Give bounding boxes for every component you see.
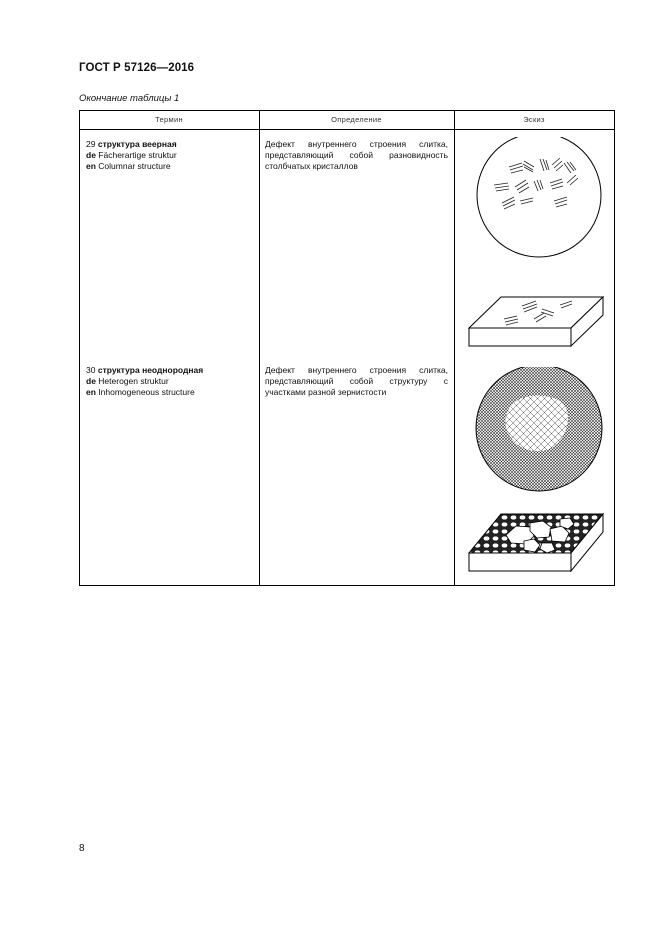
term-ru: структура неоднородная xyxy=(97,365,204,375)
term-en: Inhomogeneous structure xyxy=(98,387,195,397)
header-divider xyxy=(79,129,615,130)
table-row-term xyxy=(86,139,256,172)
inhomogeneous-structure-sketch xyxy=(464,367,609,579)
column-header-definition: Определение xyxy=(331,115,382,124)
lang-prefix-de: de xyxy=(86,376,96,386)
term-definition: Дефект внутреннего строения слитка, представляющий собой разновидность столбчатых кристаллов xyxy=(265,139,448,171)
term-number: 29 xyxy=(86,139,96,149)
lang-prefix-de: de xyxy=(86,150,96,160)
fan-structure-sketch xyxy=(464,137,609,349)
lang-prefix-en: en xyxy=(86,161,96,171)
column-header-sketch: Эскиз xyxy=(523,115,545,124)
table-caption: Окончание таблицы 1 xyxy=(79,93,180,104)
term-de: Fächerartige struktur xyxy=(98,150,177,160)
column-divider-2 xyxy=(454,111,455,585)
column-header-term: Термин xyxy=(155,115,183,124)
document-code: ГОСТ Р 57126—2016 xyxy=(79,62,195,74)
term-number: 30 xyxy=(86,365,96,375)
table-border-left xyxy=(79,111,80,585)
page-number: 8 xyxy=(79,843,85,854)
lang-prefix-en: en xyxy=(86,387,96,397)
term-definition: Дефект внутреннего строения слитка, представляющий собой структуру с участками разной зернистости xyxy=(265,365,448,397)
column-divider-1 xyxy=(259,111,260,585)
table-row-term xyxy=(86,365,256,398)
term-en: Columnar structure xyxy=(98,161,171,171)
term-ru: структура веерная xyxy=(97,139,177,149)
table-border-right xyxy=(614,111,615,585)
term-de: Heterogen struktur xyxy=(98,376,169,386)
terms-table xyxy=(79,110,615,586)
